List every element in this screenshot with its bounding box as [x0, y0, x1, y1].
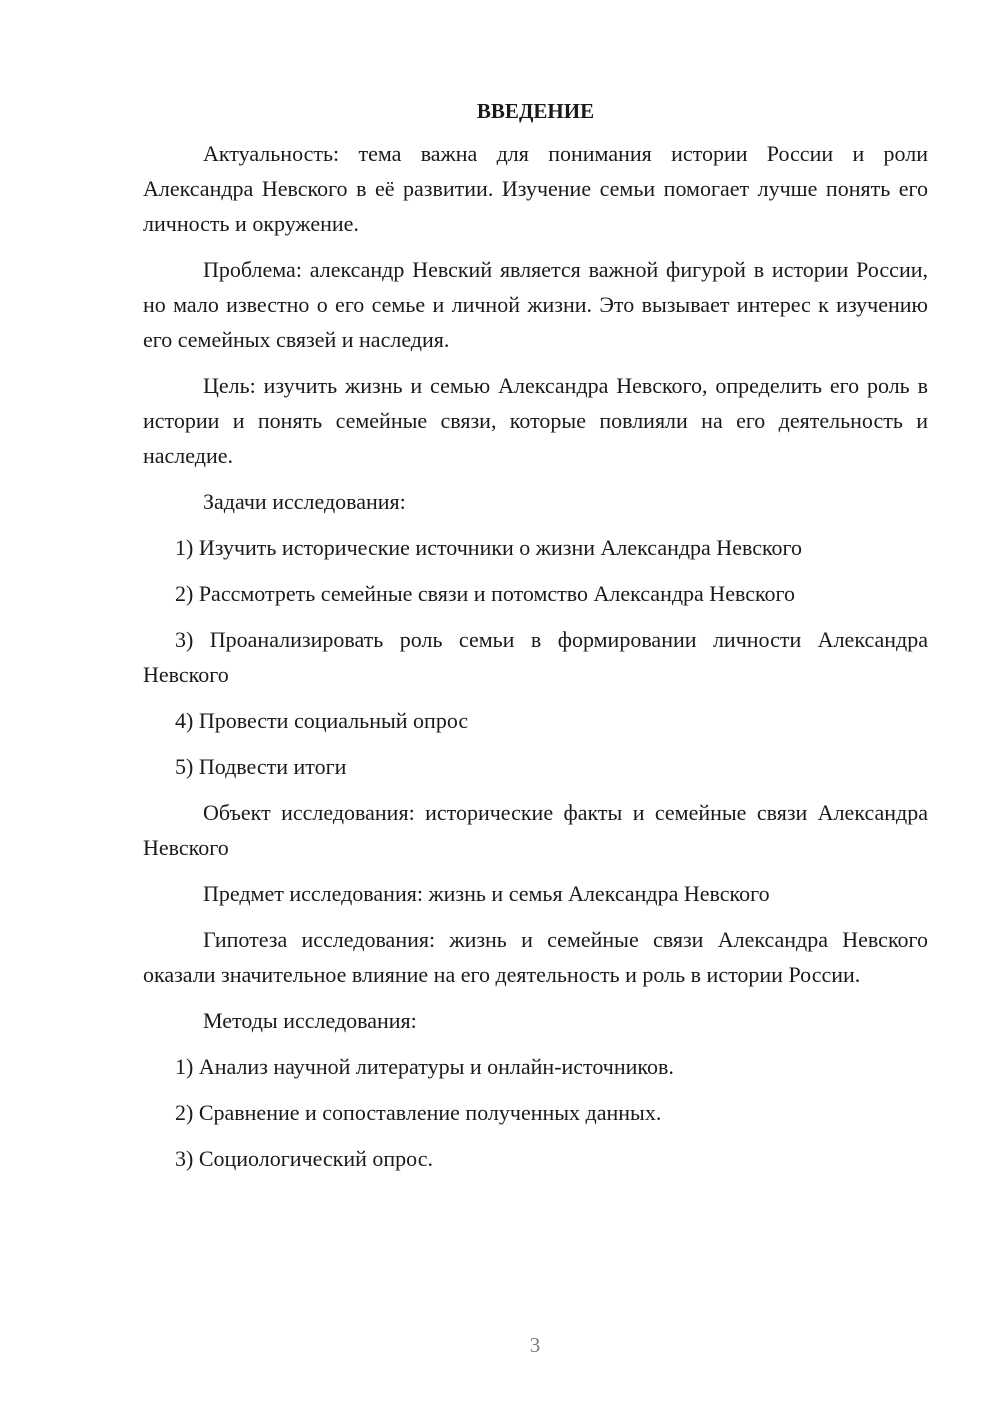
task-item: 3) Проанализировать роль семьи в формировании личности Александра Невского [143, 627, 928, 687]
task-item: 1) Изучить исторические источники о жизни Александра Невского [175, 535, 803, 560]
page-number: 3 [529, 1333, 541, 1357]
subject-paragraph: Предмет исследования: жизнь и семья Александра Невского [203, 881, 770, 906]
object-paragraph: Объект исследования: исторические факты и семейные связи Александра Невского [143, 800, 928, 860]
hypothesis-paragraph: Гипотеза исследования: жизнь и семейные связи Александра Невского оказали значительное влияние на его деятельность и роль в истории России. [143, 927, 928, 987]
section-title: ВВЕДЕНИЕ [476, 99, 595, 123]
goal-paragraph: Цель: изучить жизнь и семью Александра Невского, определить его роль в истории и понять семейные связи, которые повлияли на его деятельность и наследие. [143, 373, 928, 468]
method-item: 1) Анализ научной литературы и онлайн-источников. [175, 1054, 674, 1079]
task-item: 2) Рассмотреть семейные связи и потомство Александра Невского [175, 581, 796, 606]
problem-paragraph: Проблема: александр Невский является важной фигурой в истории России, но мало известно о его семье и личной жизни. Это вызывает интерес к изучению его семейных связей и наследия. [143, 257, 928, 352]
document-page [143, 96, 928, 1187]
task-item: 4) Провести социальный опрос [175, 708, 469, 733]
relevance-paragraph: Актуальность: тема важна для понимания истории России и роли Александра Невского в её развитии. Изучение семьи помогает лучше понять его личность и окружение. [143, 141, 928, 236]
method-item: 2) Сравнение и сопоставление полученных данных. [175, 1100, 662, 1125]
methods-heading: Методы исследования: [203, 1008, 417, 1033]
tasks-heading: Задачи исследования: [203, 489, 406, 514]
task-item: 5) Подвести итоги [175, 754, 347, 779]
method-item: 3) Социологический опрос. [175, 1146, 433, 1171]
